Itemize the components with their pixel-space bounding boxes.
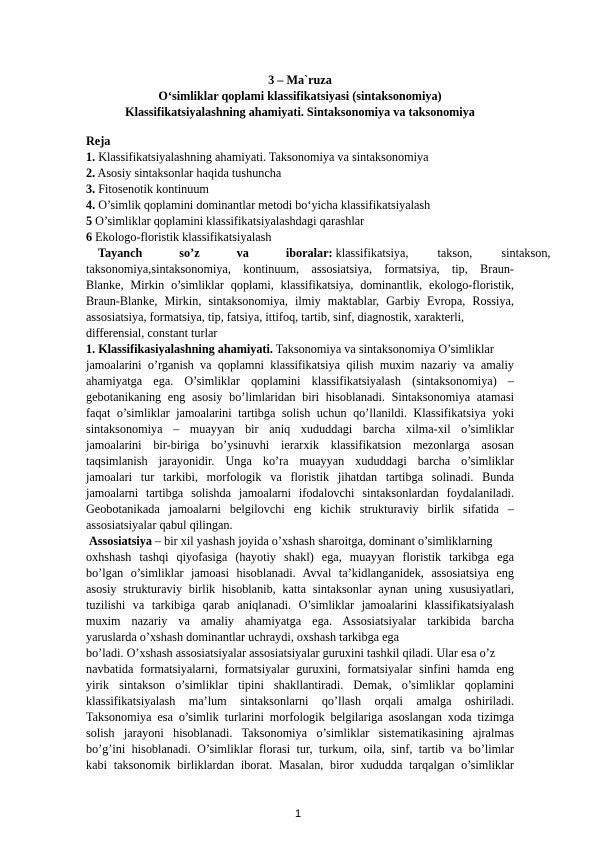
section-2 xyxy=(86,533,514,773)
plan-item-text: Klassifikatsiyalashning ahamiyati. Taksonomiya va sintaksonomiya xyxy=(95,150,429,164)
plan-item-number: 6 xyxy=(86,230,93,244)
keywords-first-line xyxy=(86,245,551,261)
plan-item-number: 3. xyxy=(86,182,96,196)
paragraph-line: solish jarayoni hisoblanadi. Taksonomiya o’simliklar sistematikasining ajralmas xyxy=(86,726,514,740)
paragraph-line: oxhshash tashqi qiyofasiga (hayotiy shakl) ega, muayyan floristik tarkibga ega xyxy=(86,550,514,564)
keywords-label: Tayanch so’z va iboralar: xyxy=(98,246,333,260)
paragraph-line: jamoalarni tartibga solishda jamoalarni ifodalovchi sintaksonlardan foydalaniladi. xyxy=(86,486,514,500)
page-number: 1 xyxy=(294,808,302,820)
plan-item xyxy=(86,213,514,229)
paragraph-line: Geobotanikada jamoalarni belgilovchi eng kichik strukturaviy birlik sifatida – xyxy=(86,502,514,516)
paragraph-line: ahamiyatga ega. O’simliklar qoplamini klassifikatsiyalash (sintaksonomiya) – xyxy=(86,374,514,388)
paragraph-line: asosiy strukturaviy birlik hisoblanib, katta sintaksonlar aynan uning xususiyatlari, xyxy=(86,582,514,596)
plan-item-number: 2. xyxy=(86,166,96,180)
lecture-number: 3 – Ma`ruza xyxy=(268,73,332,87)
paragraph-line: Taksonomiya esa o’simlik turlarini morfologik belgilariga asoslangan xoda tizimga xyxy=(86,710,514,724)
paragraph-line: kabi taksonomik birliklardan iborat. Masalan, biror xududda tarqalgan o’simliklar xyxy=(86,758,514,772)
paragraph-line: faqat o’simliklar jamoalarini tartibga solish uchun qo’llanildi. Klassifikatsiya yoki xyxy=(86,406,514,420)
plan-list xyxy=(86,149,514,245)
plan-item-text: O’simliklar qoplamini klassifikatsiyalashdagi qarashlar xyxy=(92,214,365,228)
keywords-block xyxy=(86,245,551,341)
plan-item-number: 5 xyxy=(86,214,93,228)
section-1-text: Taksonomiya va sintaksonomiya O’simliklar xyxy=(272,342,494,356)
lecture-title-line2: Klassifikatsiyalashning ahamiyati. Sintaksonomiya va taksonomiya xyxy=(125,105,475,119)
paragraph-line: bo’lgan o’simliklar jamoasi hisoblanadi. Avval ta’kidlanganidek, assosiatsiya eng xyxy=(86,566,514,580)
plan-heading: Reja xyxy=(86,134,111,148)
plan-item xyxy=(86,229,514,245)
plan-item-number: 4. xyxy=(86,198,96,212)
keywords-line: taksonomiya,sintaksonomiya, kontinuum, assosiatsiya, formatsiya, tip, Braun- xyxy=(86,262,514,276)
paragraph-line: bo’g’ini hisoblanadi. O’simliklar florasi tur, turkum, oila, sinf, tartib va bo’limlar xyxy=(86,742,514,756)
keywords-line: assosiatsiya, formatsiya, tip, fatsiya, ittifoq, tartib, sinf, diagnostik, xarakterli, xyxy=(86,310,465,324)
paragraph-line: gebotanikaning eng asosiy bo’limlaridan biri hisoblanadi. Sintaksonomiya atamasi xyxy=(86,390,514,404)
section-2-text: – bir xil yashash joyida o’xshash sharoitga, dominant o’simliklarning xyxy=(151,534,493,548)
spacer xyxy=(86,120,514,133)
paragraph-line: taqsimlanish jarayonidir. Unga ko’ra muayyan xududdagi barcha o’simliklar xyxy=(86,454,514,468)
plan-item xyxy=(86,149,514,165)
plan-item xyxy=(86,181,514,197)
plan-item-text: Asosiy sintaksonlar haqida tushuncha xyxy=(95,166,282,180)
lecture-title-line1: O‘simliklar qoplami klassifikatsiyasi (sintaksonomiya) xyxy=(158,89,442,103)
page-content xyxy=(86,72,551,773)
keywords-line: Braun-Blanke, Mirkin, sintaksonomiya, ilmiy maktablar, Garbiy Evropa, Rossiya, xyxy=(86,294,514,308)
plan-item-text: Ekologo-floristik klassifikatsiyalash xyxy=(92,230,272,244)
plan-item-text: O’simlik qoplamini dominantlar metodi bo‘yicha klassifikatsiyalash xyxy=(95,198,431,212)
section-1 xyxy=(86,341,514,533)
paragraph-line: klassifikatsiyalash ma’lum sintaksonlarni qo’llash orqali amalga oshiriladi. xyxy=(86,694,514,708)
section-1-first-line xyxy=(86,341,514,357)
plan-item xyxy=(86,165,514,181)
keywords-line: differensial, constant turlar xyxy=(86,326,218,340)
assosiatsiya-term: Assosiatsiya xyxy=(89,534,152,548)
keywords-line: Blanke, Mirkin o’simliklar qoplami, klassifikatsiya, dominantlik, ekologo-floristik, xyxy=(86,278,514,292)
paragraph-line: yirik sintakson o’simliklar tipini shakllantiradi. Demak, o’simliklar qoplamini xyxy=(86,678,514,692)
paragraph-line: jamoalarini bir-biriga bo’ysinuvhi ierarxik klassifikatsion mezonlarga asosan xyxy=(86,438,514,452)
section-2-first-line xyxy=(86,533,514,549)
paragraph-line: sintaksonomiya – muayyan bir aniq xududdagi barcha xilma-xil o’simliklar xyxy=(86,422,514,436)
plan-item-text: Fitosenotik kontinuum xyxy=(95,182,209,196)
paragraph-line: yaruslarda o’xshash dominantlar uchraydi, oxshash tarkibga ega xyxy=(86,630,400,644)
plan-item-number: 1. xyxy=(86,150,96,164)
paragraph-line: muxim nazariy va amaliy ahamiyatga ega. Assosiatsiyalar tarkibida barcha xyxy=(86,614,514,628)
paragraph-line: bo’ladi. O’xshash assosiatsiyalar assosiatsiyalar guruxini tashkil qiladi. Ular esa o’z xyxy=(86,646,496,660)
keywords-text: klassifikatsiya, takson, sintakson, xyxy=(335,246,551,260)
paragraph-line: navbatida formatsiyalarni, formatsiyalar guruxini, formatsiyalar sinfini hamda eng xyxy=(86,662,514,676)
section-1-heading: 1. Klassifikasiyalashning ahamiyati. xyxy=(86,342,273,356)
paragraph-line: tuzilishi va tarkibiga qarab aniqlanadi. O’simliklar jamoalarini klassifikatsiyalash xyxy=(86,598,514,612)
paragraph-line: jamoalarini o’rganish va qoplamni klassifikatsiya qilish muxim nazariy va amaliy xyxy=(86,358,514,372)
paragraph-line: assosiatsiyalar qabul qilingan. xyxy=(86,518,233,532)
paragraph-line: jamoalari tur tarkibi, morfologik va floristik jihatdan tartibga solinadi. Bunda xyxy=(86,470,514,484)
plan-item xyxy=(86,197,514,213)
